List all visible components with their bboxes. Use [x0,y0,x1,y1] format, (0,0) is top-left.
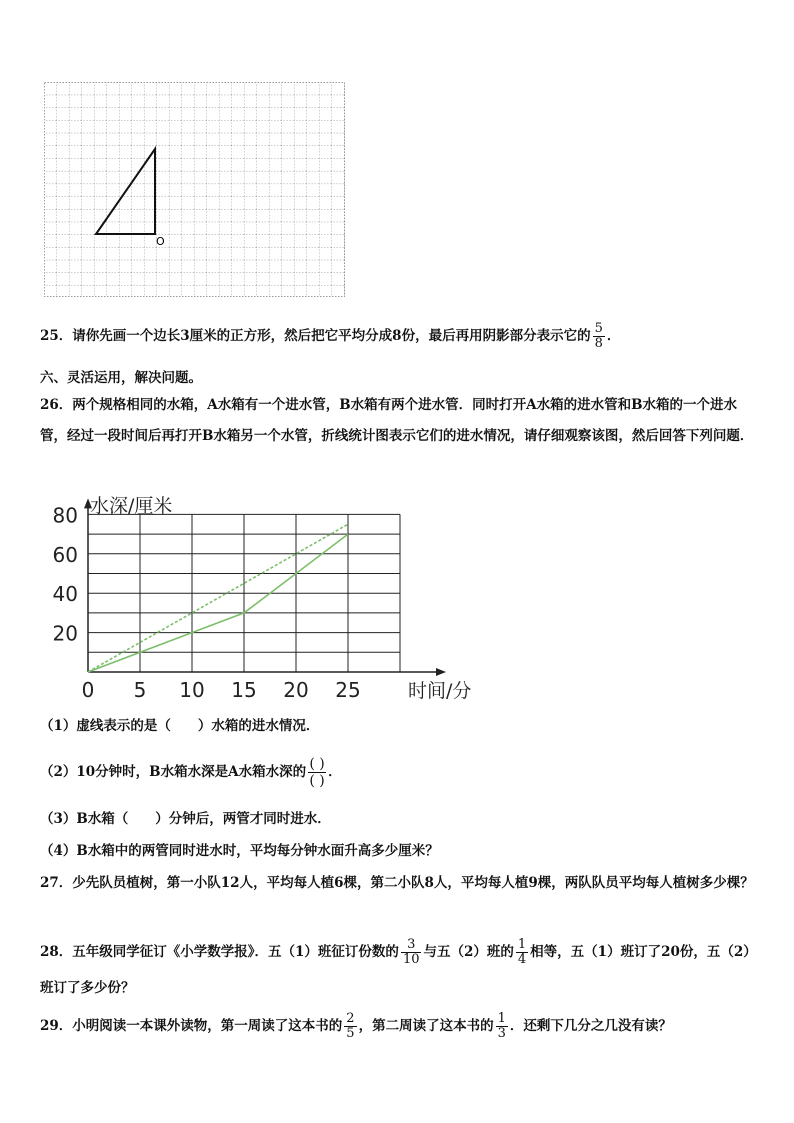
fraction-3-10: $\frac{3}{10}$ [402,937,420,967]
y-tick-label: 80 [52,503,78,528]
y-tick-label: 40 [52,582,78,607]
q26-sub1: （1）虚线表示的是（ ）水箱的进水情况． [40,718,320,734]
fraction-5-8: $\frac{5}{8}$ [594,321,603,351]
series-solid-line [88,534,348,672]
y-tick-label: 60 [52,542,78,567]
fraction-1-3: $\frac{1}{3}$ [497,1011,506,1041]
q26-sub2: （2）10分钟时，B水箱水深是A水箱水深的 ( ) ( ) ． [40,756,342,789]
fraction-1-4: $\frac{1}{4}$ [517,937,527,967]
q25-text: 25．请你先画一个边长3厘米的正方形，然后把它平均分成8份，最后再用阴影部分表示它的 [40,328,591,344]
q26-sub3: （3）B水箱（ ）分钟后，两管才同时进水． [40,811,331,827]
line-chart [46,490,476,705]
y-axis-label: 水深/厘米 [90,495,173,517]
grid-background [45,83,345,297]
question-27: 27．少先队员植树，第一小队12人，平均每人植6棵，第二小队8人，平均每人植9棵，两队队员平均每人植树多少棵？ [40,875,754,891]
x-axis-arrow [436,668,446,676]
question-25: 25．请你先画一个边长3厘米的正方形，然后把它平均分成8份，最后再用阴影部分表示它的 $\frac{5}{8}$ ． [40,321,621,351]
grid-figure [44,82,346,298]
chart-svg [46,490,476,705]
x-tick-label: 25 [335,678,361,702]
question-29: 29．小明阅读一本课外读物，第一周读了这本书的 $\frac{2}{5}$ ，第二周读了这本书的 $\frac{1}{3}$ ．还剩下几分之几没有读？ [40,1011,672,1041]
fraction-2-5: $\frac{2}{5}$ [346,1011,355,1041]
x-tick-label: 15 [231,678,257,702]
x-tick-label: 5 [133,678,147,702]
question-26-stem: 26．两个规格相同的水箱，A水箱有一个进水管，B水箱有两个进水管．同时打开A水箱的进水管和B水箱的一个进水管，经过一段时间后再打开B水箱另一个水管，折线统计图表示它们的进水情况，请仔细观察该图，然后回答下列问题． [40,397,754,444]
question-28: 28．五年级同学征订《小学数学报》．五（1）班征订份数的 $\frac{3}{10}$ 与五（2）班的 $\frac{1}{4}$ 相等，五（1）班订了20份，五（2）班订了多少份？ [40,937,757,996]
q26-sub4: （4）B水箱中的两管同时进水时，平均每分钟水面升高多少厘米？ [40,843,439,859]
section-heading-6: 六、灵活运用，解决问题。 [40,370,202,386]
series-dashed-line [88,524,348,672]
blank-fraction: ( ) ( ) [309,756,325,789]
x-axis-label: 时间/分 [408,680,472,702]
x-tick-label: 10 [179,678,205,702]
x-tick-label: 20 [283,678,309,702]
y-tick-label: 20 [52,621,78,646]
point-o-label: O [156,235,165,248]
grid-svg [44,82,346,298]
x-tick-label: 0 [81,678,95,702]
